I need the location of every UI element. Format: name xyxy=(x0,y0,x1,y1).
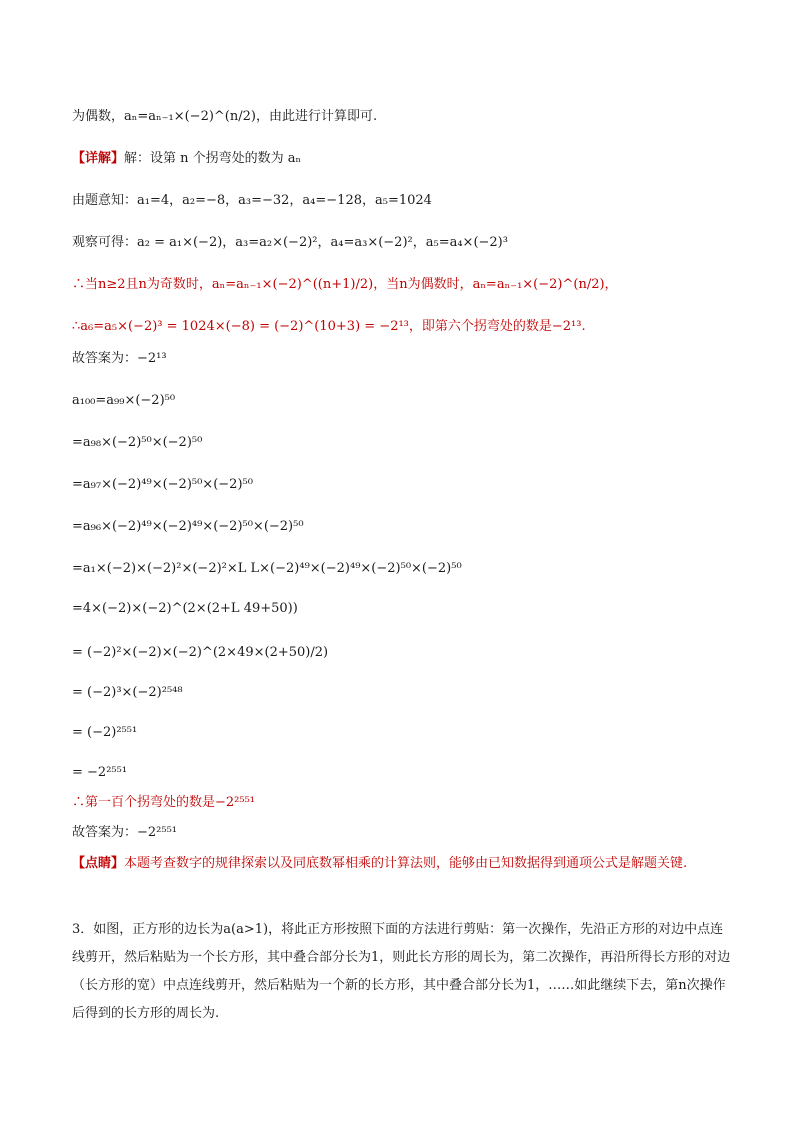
remark-paragraph xyxy=(72,850,732,878)
derivation-step-2: =a₉₈×(−2)⁵⁰×(−2)⁵⁰ xyxy=(72,435,203,450)
detail-heading-line xyxy=(72,152,301,165)
derivation-step-4: =a₉₆×(−2)⁴⁹×(−2)⁴⁹×(−2)⁵⁰×(−2)⁵⁰ xyxy=(72,519,304,534)
solution-hint-line: 为偶数，aₙ=aₙ₋₁×(−2)^(n/2)，由此进行计算即可. xyxy=(72,109,378,124)
derivation-step-7: = (−2)²×(−2)×(−2)^(2×49×(2+50)/2) xyxy=(72,645,329,660)
answer-line-1: 故答案为：−2¹³ xyxy=(72,351,167,366)
remark-text: 本题考查数字的规律探索以及同底数幂相乘的计算法则，能够由已知数据得到通项公式是解题关键. xyxy=(124,856,688,871)
problem-3-paragraph: 3．如图，正方形的边长为a(a>1)，将此正方形按照下面的方法进行剪贴：第一次操作，先沿正方形的对边中点连线剪开，然后粘贴为一个长方形，其中叠合部分长为1，则此长方形的周长为，第二次操作，再沿所得长方形的对边（长方形的宽）中点连线剪开，然后粘贴为一个新的长方形，其中叠合部分长为1，……如此继续下去，第n次操作后得到的长方形的周长为. xyxy=(72,922,731,1021)
hundredth-conclusion-line: ∴第一百个拐弯处的数是−2²⁵⁵¹ xyxy=(72,795,256,810)
derivation-step-3: =a₉₇×(−2)⁴⁹×(−2)⁵⁰×(−2)⁵⁰ xyxy=(72,477,253,492)
detail-bracket: 【详解】 xyxy=(72,151,125,166)
general-rule-line: ∴当n≥2且n为奇数时，aₙ=aₙ₋₁×(−2)^((n+1)/2)，当n为偶数时，aₙ=aₙ₋₁×(−2)^(n/2)， xyxy=(72,277,618,292)
derivation-step-10: = −2²⁵⁵¹ xyxy=(72,765,128,780)
derivation-step-1: a₁₀₀=a₉₉×(−2)⁵⁰ xyxy=(72,393,176,408)
derivation-step-5: =a₁×(−2)×(−2)²×(−2)²×L L×(−2)⁴⁹×(−2)⁴⁹×(−2)⁵⁰×(−2)⁵⁰ xyxy=(72,561,462,576)
answer-line-2: 故答案为：−2²⁵⁵¹ xyxy=(72,825,178,840)
given-values-line: 由题意知：a₁=4，a₂=−8，a₃=−32，a₄=−128，a₅=1024 xyxy=(72,193,432,208)
derivation-step-9: = (−2)²⁵⁵¹ xyxy=(72,725,138,740)
observation-line: 观察可得：a₂ = a₁×(−2)，a₃=a₂×(−2)²，a₄=a₃×(−2)²，a₅=a₄×(−2)³ xyxy=(72,235,508,250)
derivation-step-6: =4×(−2)×(−2)^(2×(2+L 49+50)) xyxy=(72,601,298,616)
a6-derivation-line: ∴a₆=a₅×(−2)³ = 1024×(−8) = (−2)^(10+3) = −2¹³，即第六个拐弯处的数是−2¹³. xyxy=(72,319,586,334)
detail-text: 解：设第 n 个拐弯处的数为 aₙ xyxy=(124,151,302,166)
remark-bracket: 【点睛】 xyxy=(72,856,125,871)
derivation-step-8: = (−2)³×(−2)²⁵⁴⁸ xyxy=(72,685,183,700)
